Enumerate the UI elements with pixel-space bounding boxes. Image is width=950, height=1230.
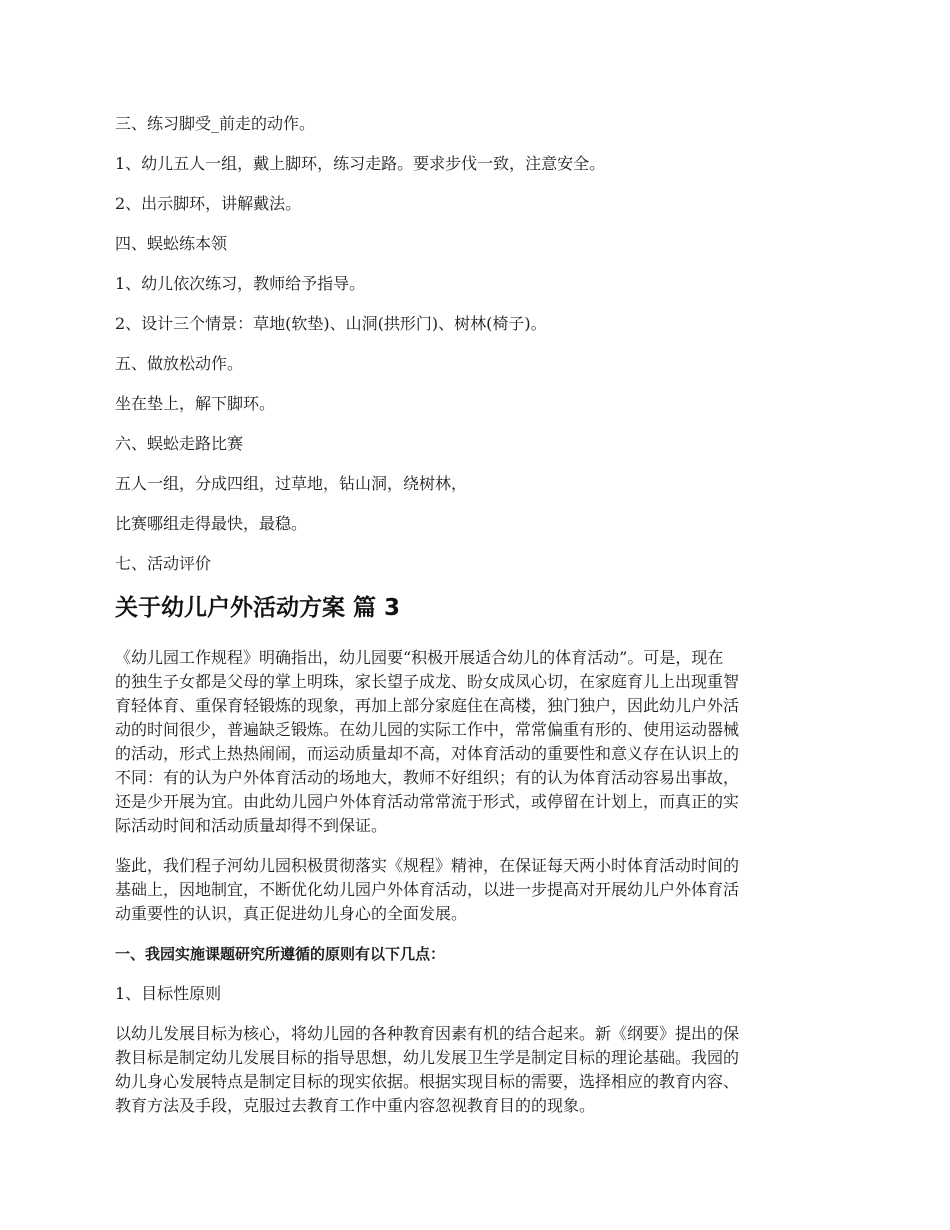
paragraph-row: 《幼儿园工作规程》明确指出，幼儿园要“积极开展适合幼儿的体育活动”。可是，现在	[115, 648, 724, 667]
paragraph-implementation	[115, 854, 840, 926]
paragraph-row: 动重要性的认识，真正促进幼儿身心的全面发展。	[115, 904, 468, 923]
paragraph-row: 动的时间很少，普遍缺乏锻炼。在幼儿园的实际工作中，常常偏重有形的、使用运动器械	[115, 720, 740, 739]
paragraph-row: 际活动时间和活动质量却得不到保证。	[115, 816, 388, 835]
section-line: 2、出示脚环，讲解戴法。	[115, 194, 302, 213]
section-line: 四、蜈蚣练本领	[115, 234, 228, 253]
section-line: 2、设计三个情景：草地(软垫)、山洞(拱形门)、树林(椅子)。	[115, 314, 547, 333]
section-line: 坐在垫上，解下脚环。	[115, 394, 276, 413]
section-line: 六、蜈蚣走路比赛	[115, 434, 244, 453]
section-line: 1、幼儿依次练习，教师给予指导。	[115, 274, 366, 293]
principle-subheading: 1、目标性原则	[115, 984, 222, 1003]
section-line: 比赛哪组走得最快，最稳。	[115, 514, 308, 533]
document-page	[115, 112, 840, 1134]
paragraph-row: 鉴此，我们程子河幼儿园积极贯彻落实《规程》精神，在保证每天两小时体育活动时间的	[115, 856, 740, 875]
paragraph-row: 基础上，因地制宜，不断优化幼儿园户外体育活动，以进一步提高对开展幼儿户外体育活	[115, 880, 740, 899]
paragraph-row: 以幼儿发展目标为核心，将幼儿园的各种教育因素有机的结合起来。新《纲要》提出的保	[115, 1024, 740, 1043]
paragraph-row: 不同：有的认为户外体育活动的场地大，教师不好组织；有的认为体育活动容易出事故，	[115, 768, 740, 787]
section-line: 1、幼儿五人一组，戴上脚环，练习走路。要求步伐一致，注意安全。	[115, 154, 606, 173]
paragraph-row: 还是少开展为宜。由此幼儿园户外体育活动常常流于形式，或停留在计划上，而真正的实	[115, 792, 740, 811]
section-line: 三、练习脚受_前走的动作。	[115, 114, 316, 133]
paragraph-row: 教目标是制定幼儿发展目标的指导思想，幼儿发展卫生学是制定目标的理论基础。我园的	[115, 1048, 740, 1067]
paragraph-row: 的独生子女都是父母的掌上明珠，家长望子成龙、盼女成凤心切，在家庭育儿上出现重智	[115, 672, 740, 691]
article-heading: 关于幼儿户外活动方案 篇 3	[115, 595, 401, 621]
section-line: 五、做放松动作。	[115, 354, 244, 373]
paragraph-row: 幼儿身心发展特点是制定目标的现实依据。根据实现目标的需要，选择相应的教育内容、	[115, 1072, 740, 1091]
paragraph-row: 的活动，形式上热热闹闹，而运动质量却不高，对体育活动的重要性和意义存在认识上的	[115, 744, 740, 763]
section-line: 七、活动评价	[115, 554, 212, 573]
paragraph-row: 育轻体育、重保育轻锻炼的现象，再加上部分家庭住在高楼，独门独户，因此幼儿户外活	[115, 696, 740, 715]
paragraph-row: 教育方法及手段，克服过去教育工作中重内容忽视教育目的的现象。	[115, 1096, 596, 1115]
section-line: 五人一组，分成四组，过草地，钻山洞，绕树林，	[115, 474, 468, 493]
paragraph-goal-principle	[115, 1022, 840, 1118]
principles-heading: 一、我园实施课题研究所遵循的原则有以下几点：	[115, 945, 446, 963]
paragraph-intro	[115, 646, 840, 838]
